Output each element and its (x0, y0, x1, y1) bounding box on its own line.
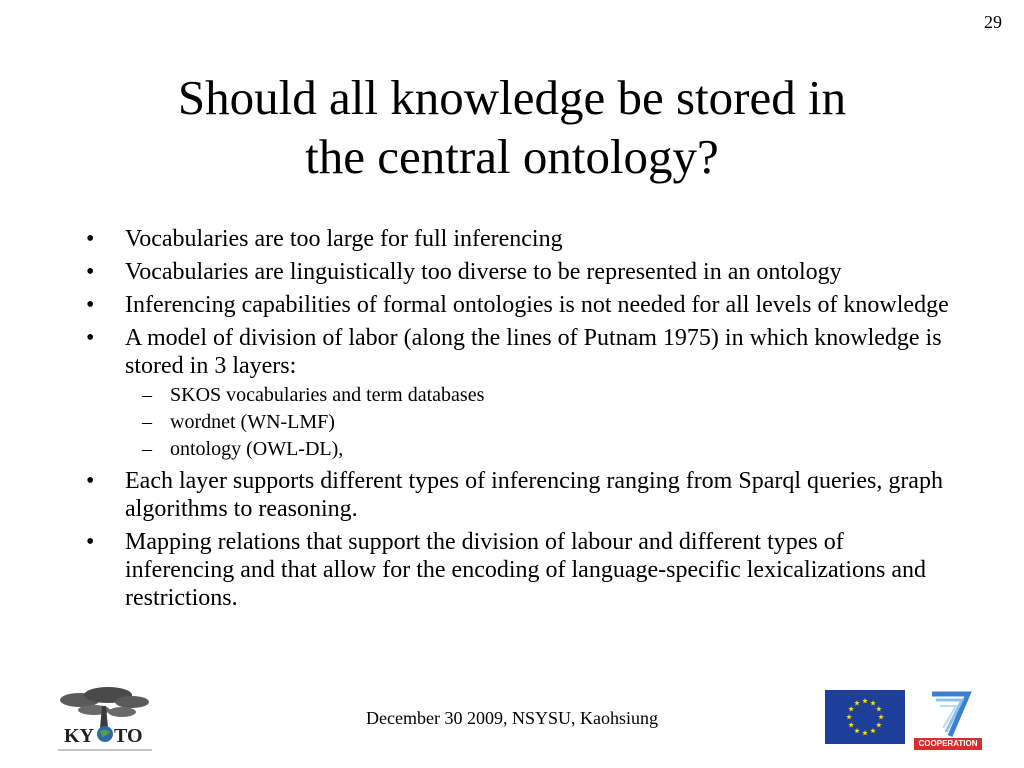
bullet-text: Each layer supports different types of inferencing ranging from Sparql queries, graph algorithms to reasoning. (125, 468, 943, 522)
eu-flag-logo (825, 690, 905, 744)
sub-bullet-marker: – (142, 411, 152, 433)
bullet-marker: • (86, 226, 95, 252)
sub-bullet-text: wordnet (WN-LMF) (170, 411, 335, 433)
bullet-item (86, 291, 956, 319)
bullet-item (86, 467, 956, 523)
slide-content (86, 225, 956, 617)
sub-bullet-text: ontology (OWL-DL), (170, 438, 344, 460)
fp7-cooperation-label: COOPERATION (918, 739, 978, 748)
bullet-marker: • (86, 529, 95, 555)
eu-flag-icon (825, 690, 905, 744)
bullet-marker: • (86, 292, 95, 318)
slide-title-line-2: the central ontology? (305, 129, 719, 184)
sub-bullet-item (125, 410, 956, 435)
svg-text:TO: TO (114, 725, 143, 747)
bullet-text: Vocabularies are linguistically too diverse to be represented in an ontology (125, 259, 842, 285)
bullet-marker: • (86, 468, 95, 494)
svg-text:KY: KY (64, 725, 94, 747)
bullet-item (86, 324, 956, 462)
bullet-list (86, 225, 956, 612)
bullet-text: A model of division of labor (along the lines of Putnam 1975) in which knowledge is stored in 3 layers: (125, 325, 942, 379)
bullet-text: Inferencing capabilities of formal ontologies is not needed for all levels of knowledge (125, 292, 949, 318)
sub-bullet-item (125, 437, 956, 462)
slide-title-line-1: Should all knowledge be stored in (177, 70, 847, 125)
slide-footer: December 30 2009, NSYSU, Kaohsiung (366, 708, 658, 728)
fp7-cooperation-logo (910, 688, 986, 754)
sub-bullet-text: SKOS vocabularies and term databases (170, 384, 485, 406)
sub-bullet-marker: – (142, 384, 152, 406)
sub-bullet-marker: – (142, 438, 152, 460)
bullet-marker: • (86, 259, 95, 285)
sub-bullet-item (125, 383, 956, 408)
bullet-text: Mapping relations that support the division of labour and different types of inferencing and that allow for the encoding of language-specific lexicalizations and restrictions. (125, 529, 927, 611)
bullet-item (86, 225, 956, 253)
bullet-item (86, 528, 956, 612)
slide-title (0, 68, 1024, 186)
sub-bullet-list (125, 383, 956, 462)
bullet-marker: • (86, 325, 95, 351)
page-number: 29 (984, 12, 1002, 32)
bullet-item (86, 258, 956, 286)
bullet-text: Vocabularies are too large for full inferencing (125, 226, 563, 252)
